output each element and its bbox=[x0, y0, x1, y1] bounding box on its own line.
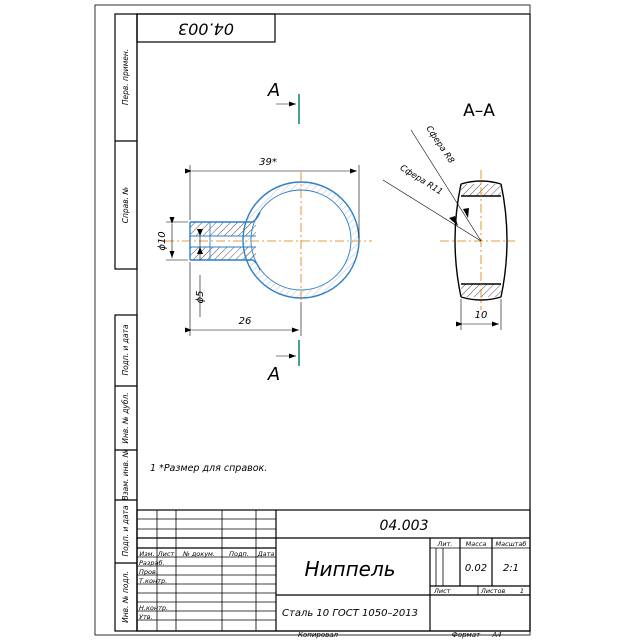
col-header-date: Дата bbox=[257, 550, 275, 558]
corner-code: 04.003 bbox=[178, 19, 234, 39]
side-cell-text: Подп. и дата bbox=[121, 324, 130, 376]
scale-value: 2:1 bbox=[502, 563, 520, 574]
col-header-doc: № докум. bbox=[182, 550, 216, 558]
part-name: Ниппель bbox=[304, 557, 396, 581]
corner-code-box bbox=[137, 14, 275, 42]
role-norm-control: Н.контр. bbox=[139, 604, 169, 612]
mass-label: Масса bbox=[465, 540, 487, 548]
dim-sphere-outer: Сфера R8 bbox=[423, 124, 456, 166]
cut-letter-top: А bbox=[267, 80, 281, 101]
col-header-sign: Подп. bbox=[229, 550, 249, 558]
side-cell-text: Справ. № bbox=[121, 186, 130, 224]
role-tech-control: Т.контр. bbox=[139, 577, 168, 585]
col-header-sheet: Лист bbox=[157, 550, 175, 558]
side-cell-text: Взам. инв. № bbox=[121, 449, 130, 501]
main-view bbox=[165, 172, 372, 300]
section-view-label: А–А bbox=[463, 101, 495, 121]
drawing-note: 1 *Размер для справок. bbox=[150, 463, 268, 474]
format-value: А4 bbox=[492, 631, 502, 639]
side-cell-text: Инв. № дубл. bbox=[121, 392, 130, 444]
sheets-value: 1 bbox=[519, 587, 525, 595]
dim-center-distance: 26 bbox=[238, 316, 252, 327]
dim-inner-diameter: ϕ5 bbox=[195, 290, 206, 304]
designation: 04.003 bbox=[379, 518, 429, 534]
dimensions-main bbox=[157, 157, 359, 336]
mass-value: 0.02 bbox=[464, 563, 488, 574]
dim-sphere-inner: Сфера R11 bbox=[397, 163, 445, 198]
material: Сталь 10 ГОСТ 1050–2013 bbox=[282, 608, 418, 619]
dim-overall-length: 39* bbox=[259, 157, 277, 168]
sheets-label: Листов bbox=[481, 587, 506, 595]
sheet-label: Лист bbox=[434, 587, 451, 595]
cutting-plane-marks bbox=[267, 80, 299, 385]
side-cell-text: Подп. и дата bbox=[121, 505, 130, 557]
side-cell-text: Перв. примен. bbox=[121, 48, 130, 106]
side-frame bbox=[115, 14, 137, 631]
side-cell-text: Инв. № подл. bbox=[121, 571, 130, 623]
dim-section-width: 10 bbox=[474, 310, 488, 321]
scale-label: Масштаб bbox=[495, 540, 527, 548]
role-developer: Разраб. bbox=[139, 559, 165, 567]
dim-outer-diameter: ϕ10 bbox=[157, 231, 168, 251]
role-approved: Утв. bbox=[139, 613, 153, 621]
title-block bbox=[137, 510, 530, 631]
section-view bbox=[383, 101, 515, 330]
role-checker: Пров. bbox=[139, 568, 158, 576]
cut-letter-bottom: А bbox=[267, 364, 281, 385]
letter-label: Лит. bbox=[437, 540, 453, 548]
col-header-change: Изм. bbox=[139, 550, 155, 558]
copied-label: Копировал bbox=[298, 631, 338, 639]
format-label: Формат bbox=[451, 631, 481, 639]
